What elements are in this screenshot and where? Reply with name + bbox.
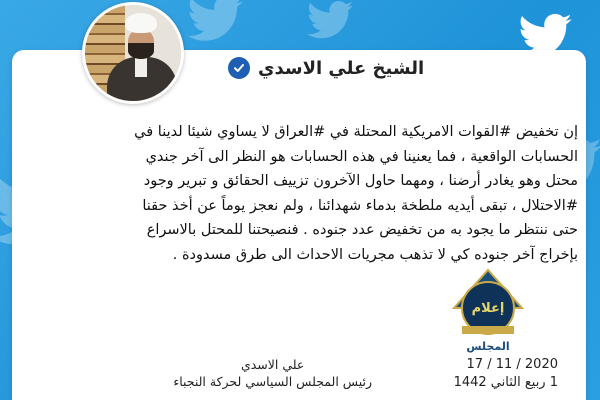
signature-block: [173, 356, 372, 390]
signature-title: رئيس المجلس السياسي لحركة النجباء: [173, 374, 372, 389]
twitter-bird-background-icon: [300, 0, 360, 46]
logo-text-top: إعلام: [471, 301, 505, 316]
twitter-bird-background-icon: [180, 0, 250, 50]
avatar[interactable]: [82, 2, 184, 104]
account-name[interactable]: الشيخ علي الاسدي: [258, 57, 425, 79]
avatar-turban: [125, 13, 157, 33]
avatar-beard: [128, 43, 154, 59]
tweet-line: بإخراج آخر جنوده كي لا تذهب مجريات الاحداث الى طرق مسدودة .: [172, 246, 578, 263]
tweet-line: حتى ننتظر ما يجود به من تخفيض عدد جنوده . فنصيحتنا للمحتل بالاسراع: [146, 222, 578, 238]
hijri-date: 1 ربيع الثاني 1442: [453, 375, 558, 390]
profile-header: [228, 56, 424, 80]
tweet-line: الحسابات الواقعية ، فما يعنينا في هذه الحسابات هو النظر الى آخر جندي: [145, 148, 578, 165]
avatar-collar: [135, 57, 147, 77]
tweet-line: محتل وهو يغادر أرضنا ، ومهما حاول الآخرون تزييف الحقائق و تبرير وجود: [143, 173, 578, 189]
gregorian-date: 17 / 11 / 2020: [466, 357, 558, 372]
logo-text-bottom: المجلس: [466, 340, 510, 353]
date-block: [454, 356, 558, 392]
verified-check-icon: [228, 57, 250, 79]
signature-name: علي الاسدي: [240, 357, 305, 372]
tweet-text: [26, 120, 578, 267]
tweet-line: #الاحتلال ، تبقى أيديه ملطخة بدماء شهدائنا ، ولم نعجز يوماً عن أخذ حقنا: [142, 197, 578, 214]
tweet-line: إن تخفيض #القوات الامريكية المحتلة في #العراق لا يساوي شيئا لدينا في: [134, 124, 578, 140]
political-council-logo: [452, 268, 524, 358]
